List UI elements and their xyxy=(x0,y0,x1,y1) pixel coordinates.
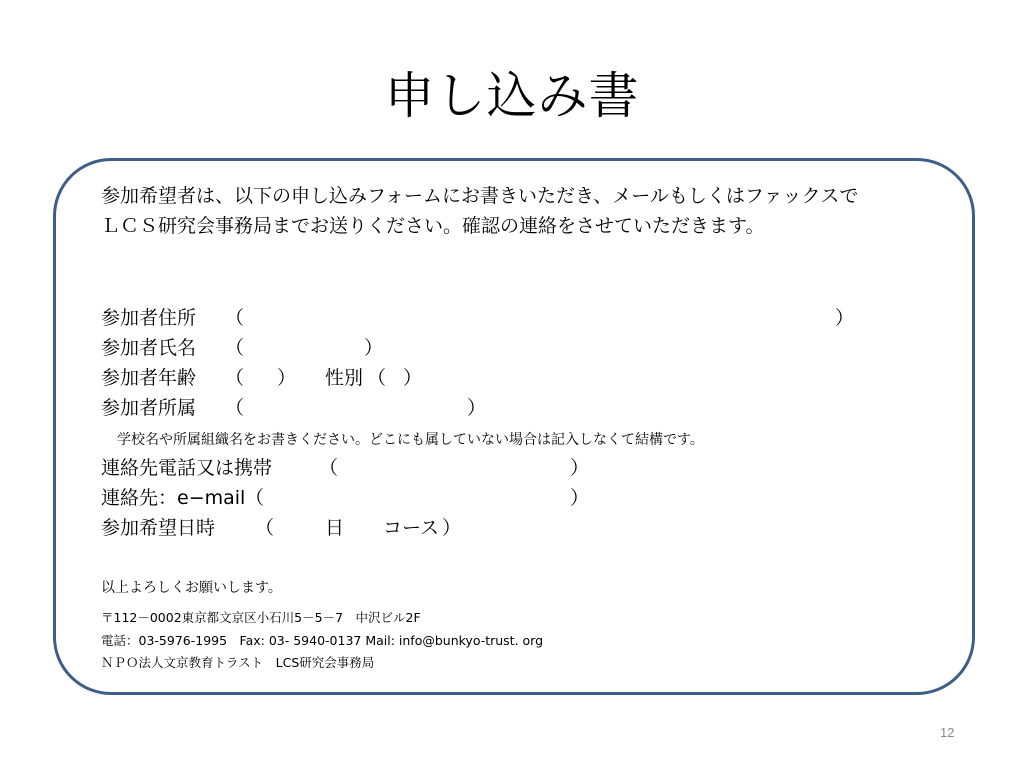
date-open-paren: （ xyxy=(255,517,275,539)
address-open-paren: （ xyxy=(225,307,245,329)
closing-regards: 以上よろしくお願いします。 xyxy=(101,580,282,596)
gender-open-paren: （ xyxy=(367,367,387,389)
date-day-unit: 日 xyxy=(325,517,345,539)
closing-org: ＮＰＯ法人文京教育トラスト LCS研究会事務局 xyxy=(101,655,375,670)
date-label: 参加希望日時 xyxy=(101,517,216,539)
email-label: 連絡先：e−mail xyxy=(101,487,246,509)
closing-contact: 電話：03-5976-1995 Fax: 03- 5940-0137 Mail: info@bunkyo-trust. org xyxy=(101,633,544,648)
phone-label: 連絡先電話又は携帯 xyxy=(101,457,273,479)
closing-address: 〒112－0002東京都文京区小石川5－5－7 中沢ビル2F xyxy=(101,610,421,625)
gender-close-paren: ） xyxy=(403,367,423,389)
age-open-paren: （ xyxy=(225,367,245,389)
intro-line-2: ＬＣＳ研究会事務局までお送りください。確認の連絡をさせていただきます。 xyxy=(101,215,765,237)
page-number: 12 xyxy=(940,725,955,740)
address-label: 参加者住所 xyxy=(101,307,197,329)
email-close-paren: ） xyxy=(570,487,590,509)
affiliation-close-paren: ） xyxy=(467,397,487,419)
email-open-paren: （ xyxy=(245,487,265,509)
age-label: 参加者年齢 xyxy=(101,367,197,389)
name-close-paren: ） xyxy=(364,337,384,359)
date-course-unit: コース xyxy=(383,517,440,539)
affiliation-open-paren: （ xyxy=(225,397,245,419)
gender-label: 性別 xyxy=(325,367,364,389)
intro-line-1: 参加希望者は、以下の申し込みフォームにお書きいただき、メールもしくはファックスで xyxy=(101,185,859,207)
date-close-paren: ） xyxy=(442,517,462,539)
name-label: 参加者氏名 xyxy=(101,337,197,359)
name-open-paren: （ xyxy=(225,337,245,359)
affiliation-label: 参加者所属 xyxy=(101,397,197,419)
age-close-paren: ） xyxy=(277,367,297,389)
slide-title: 申し込み書 xyxy=(384,67,640,125)
affiliation-note: 学校名や所属組織名をお書きください。どこにも属していない場合は記入しなくて結構です。 xyxy=(117,432,704,448)
phone-open-paren: （ xyxy=(319,457,339,479)
phone-close-paren: ） xyxy=(570,457,590,479)
address-close-paren: ） xyxy=(835,307,855,329)
